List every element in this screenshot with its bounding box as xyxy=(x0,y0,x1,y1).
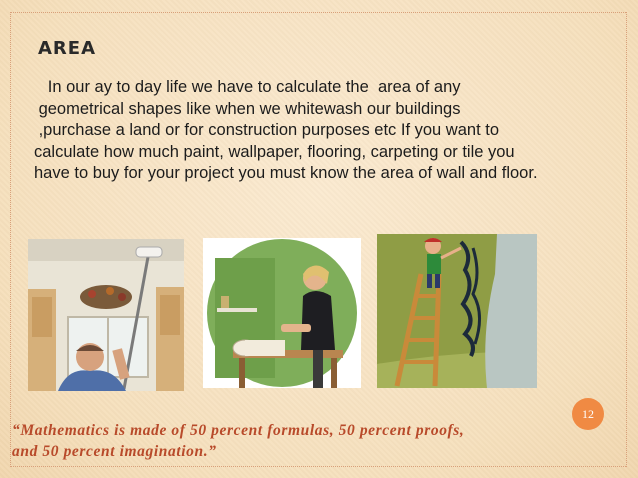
body-paragraph xyxy=(34,77,594,185)
decorative-border-top xyxy=(10,12,626,14)
decorative-border-left xyxy=(10,12,12,467)
body-line: In our ay to day life we have to calculate the area of any xyxy=(34,78,461,96)
quote-line: and 50 percent imagination.” xyxy=(12,443,217,460)
body-line: geometrical shapes like when we whitewash our buildings xyxy=(34,99,461,118)
decorative-border-right xyxy=(626,12,628,467)
photo-measuring-wallpaper xyxy=(203,238,361,388)
body-line: have to buy for your project you must know the area of wall and floor. xyxy=(34,164,538,182)
ladder-illustration xyxy=(377,234,537,388)
photo-man-on-ladder xyxy=(377,234,537,388)
body-line: ,purchase a land or for construction purposes etc If you want to xyxy=(34,121,500,139)
decorative-border-bottom xyxy=(10,466,626,468)
painting-ceiling-illustration xyxy=(28,239,184,391)
slide-title: AREA xyxy=(38,38,97,59)
page-number-badge: 12 xyxy=(572,398,604,430)
quote xyxy=(12,420,632,462)
body-line: calculate how much paint, wallpaper, flooring, carpeting or tile you xyxy=(34,142,515,161)
wallpaper-illustration xyxy=(203,238,361,388)
quote-line: “Mathematics is made of 50 percent formulas, 50 percent proofs, xyxy=(12,422,465,439)
photo-painting-ceiling xyxy=(28,239,184,391)
